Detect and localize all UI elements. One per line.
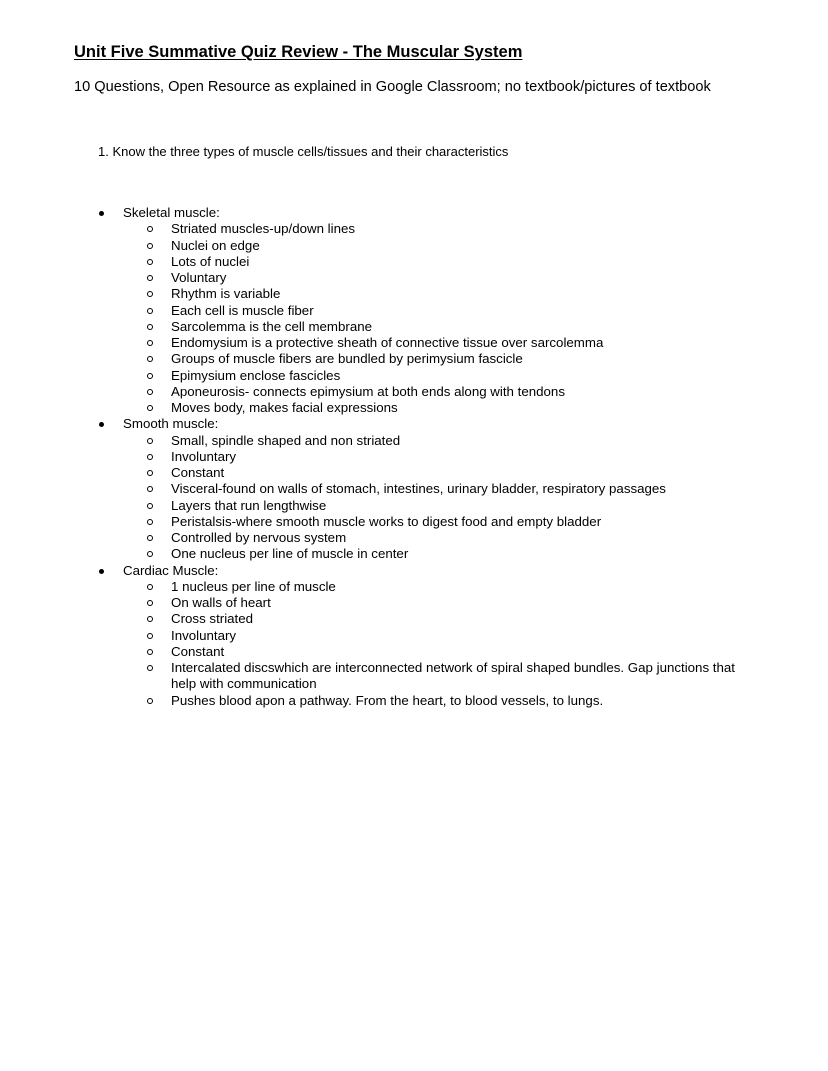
list-item-text: Cross striated (171, 611, 254, 627)
list-item-text: Constant (171, 465, 225, 480)
hollow-bullet-icon (147, 470, 153, 476)
list-item-text: Intercalated discswhich are interconnected network of spiral shaped bundles. Gap junctions that help with communication (171, 660, 735, 692)
list-item (0, 303, 828, 319)
hollow-bullet-icon (147, 340, 153, 346)
hollow-bullet-icon (147, 600, 153, 606)
hollow-bullet-icon (147, 226, 153, 232)
list-item (0, 449, 828, 465)
filled-bullet-icon (99, 422, 104, 427)
list-item-text: Peristalsis-where smooth muscle works to digest food and empty bladder (171, 513, 602, 529)
list-item (0, 270, 828, 286)
hollow-bullet-icon (147, 308, 153, 314)
list-item (0, 335, 828, 351)
list-item (0, 514, 828, 530)
list-item-text: 1 nucleus per line of muscle (171, 578, 336, 594)
hollow-bullet-icon (147, 698, 153, 704)
section-label (0, 563, 828, 579)
list-item-text: One nucleus per line of muscle in center (171, 546, 409, 562)
list-item-text: Each cell is muscle fiber (171, 302, 314, 318)
list-item (0, 546, 828, 562)
list-item-text: Sarcolemma is the cell membrane (171, 318, 373, 334)
list-item (0, 400, 828, 416)
section-skeletal-muscle (0, 205, 828, 416)
list-item-text: On walls of heart (171, 595, 271, 610)
list-item (0, 368, 828, 384)
hollow-bullet-icon (147, 584, 153, 590)
document-title: Unit Five Summative Quiz Review - The Muscular System (74, 43, 523, 61)
section-label-text: Cardiac Muscle: (123, 562, 219, 578)
list-item (0, 238, 828, 254)
list-item-text: Groups of muscle fibers are bundled by perimysium fascicle (171, 351, 523, 367)
list-item-text: Aponeurosis- connects epimysium at both ends along with tendons (171, 383, 565, 399)
list-item-text: Involuntary (171, 448, 237, 464)
list-item (0, 481, 828, 497)
hollow-bullet-icon (147, 616, 153, 622)
list-item-text: Visceral-found on walls of stomach, intestines, urinary bladder, respiratory passages (171, 481, 666, 497)
hollow-bullet-icon (147, 243, 153, 249)
list-item (0, 579, 828, 595)
list-item-text: Controlled by nervous system (171, 530, 347, 545)
list-item-text: Lots of nuclei (171, 253, 250, 269)
hollow-bullet-icon (147, 665, 153, 671)
list-item-text: Layers that run lengthwise (171, 497, 327, 513)
filled-bullet-icon (99, 211, 104, 216)
list-item (0, 319, 828, 335)
list-item (0, 433, 828, 449)
hollow-bullet-icon (147, 551, 153, 557)
list-item-text: Voluntary (171, 270, 227, 285)
section-smooth-muscle (0, 416, 828, 562)
hollow-bullet-icon (147, 259, 153, 265)
question-1: 1. Know the three types of muscle cells/tissues and their characteristics (98, 144, 509, 159)
hollow-bullet-icon (147, 486, 153, 492)
hollow-bullet-icon (147, 438, 153, 444)
hollow-bullet-icon (147, 373, 153, 379)
list-item (0, 221, 828, 237)
hollow-bullet-icon (147, 535, 153, 541)
list-item (0, 254, 828, 270)
section-label-text: Smooth muscle: (123, 416, 219, 432)
hollow-bullet-icon (147, 275, 153, 281)
list-item (0, 660, 828, 693)
filled-bullet-icon (99, 569, 104, 574)
hollow-bullet-icon (147, 389, 153, 395)
hollow-bullet-icon (147, 454, 153, 460)
list-item (0, 498, 828, 514)
section-label (0, 205, 828, 221)
list-item-text: Endomysium is a protective sheath of connective tissue over sarcolemma (171, 335, 604, 350)
list-item-text: Constant (171, 643, 225, 659)
hollow-bullet-icon (147, 291, 153, 297)
list-item (0, 384, 828, 400)
document-subtitle: 10 Questions, Open Resource as explained in Google Classroom; no textbook/pictures of textbook (74, 79, 711, 95)
list-item-text: Pushes blood apon a pathway. From the heart, to blood vessels, to lungs. (171, 692, 604, 708)
section-cardiac-muscle (0, 563, 828, 709)
list-item-text: Epimysium enclose fascicles (171, 367, 341, 383)
list-item (0, 465, 828, 481)
list-item (0, 644, 828, 660)
list-item (0, 286, 828, 302)
list-item-text: Nuclei on edge (171, 237, 260, 253)
list-item-text: Rhythm is variable (171, 286, 281, 302)
hollow-bullet-icon (147, 405, 153, 411)
list-item-text: Involuntary (171, 627, 237, 643)
hollow-bullet-icon (147, 633, 153, 639)
list-item (0, 530, 828, 546)
section-label-text: Skeletal muscle: (123, 205, 220, 220)
list-item-text: Moves body, makes facial expressions (171, 400, 398, 415)
list-item-text: Striated muscles-up/down lines (171, 221, 356, 237)
hollow-bullet-icon (147, 356, 153, 362)
hollow-bullet-icon (147, 519, 153, 525)
section-label (0, 416, 828, 432)
hollow-bullet-icon (147, 324, 153, 330)
hollow-bullet-icon (147, 503, 153, 509)
list-item (0, 693, 828, 709)
list-item (0, 595, 828, 611)
muscle-types-list (0, 205, 828, 709)
list-item (0, 611, 828, 627)
hollow-bullet-icon (147, 649, 153, 655)
list-item (0, 628, 828, 644)
list-item (0, 351, 828, 367)
list-item-text: Small, spindle shaped and non striated (171, 432, 401, 448)
